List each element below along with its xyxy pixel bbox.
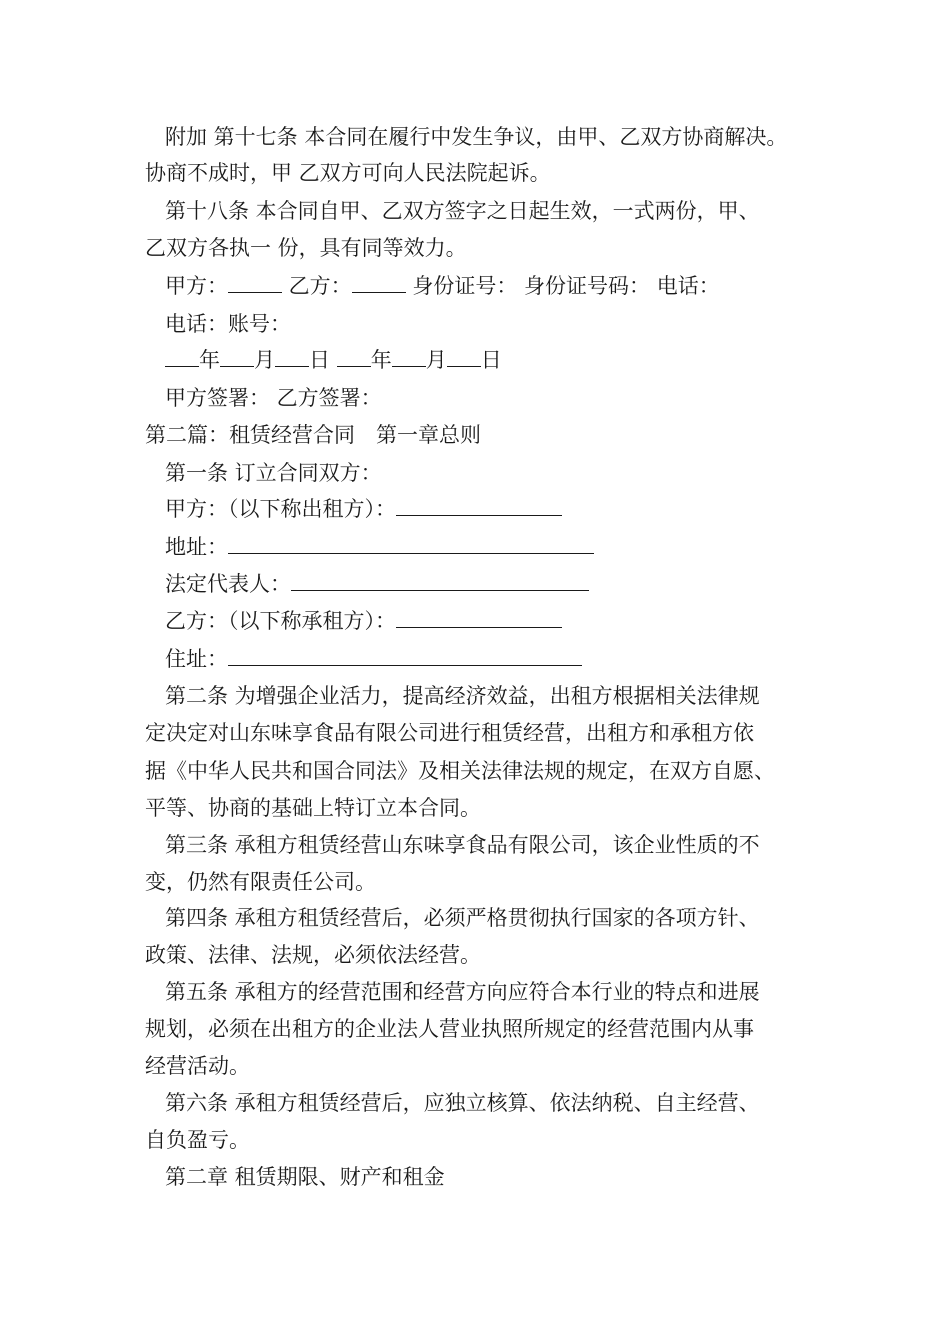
phone-account-line: 电话：账号： [165,312,291,336]
party-b-label: 乙方： [282,274,352,298]
article-2-line-4: 平等、协商的基础上特订立本合同。 [145,796,481,820]
article-4-line-2: 政策、法律、法规，必须依法经营。 [145,943,481,967]
article-6-line-1: 第六条 承租方租赁经营后，应独立核算、依法纳税、自主经营、 [165,1091,760,1115]
day-blank-b [447,348,481,367]
party-a-label: 甲方： [165,274,228,298]
day-blank-a [275,348,309,367]
year-blank-a [165,348,199,367]
article-2-line-1: 第二条 为增强企业活力，提高经济效益，出租方根据相关法律规 [165,684,760,708]
article-3-line-2: 变，仍然有限责任公司。 [145,870,376,894]
chapter-2-heading: 第二章 租赁期限、财产和租金 [165,1165,445,1189]
residence-field [165,647,582,671]
article-3-line-1: 第三条 承租方租赁经营山东味享食品有限公司，该企业性质的不 [165,833,760,857]
lessee-blank [396,609,562,628]
id-phone-labels: 身份证号： 身份证号码： 电话： [405,274,720,298]
legal-rep-blank [291,572,589,591]
article-18-line-1: 第十八条 本合同自甲、乙双方签字之日起生效，一式两份，甲、 [165,199,760,223]
month-blank-a [220,348,254,367]
month-label-b: 月 [425,348,447,372]
address-blank [228,535,594,554]
article-1: 第一条 订立合同双方： [165,461,382,485]
date-line [165,348,502,372]
month-label-a: 月 [254,348,275,372]
lessor-label: 甲方：（以下称出租方）： [165,497,396,521]
year-blank-b [337,348,371,367]
residence-label: 住址： [165,647,228,671]
legal-rep-label: 法定代表人： [165,572,291,596]
day-label-b: 日 [480,348,502,372]
month-blank-b [392,348,426,367]
year-label-a: 年 [199,348,220,372]
year-label-b: 年 [370,348,392,372]
lessee-label: 乙方：（以下称承租方）： [165,609,396,633]
article-18-line-2: 乙双方各执一 份，具有同等效力。 [145,236,467,260]
signature-line: 甲方签署： 乙方签署： [165,386,382,410]
article-5-line-3: 经营活动。 [145,1054,250,1078]
signature-party-line [165,274,720,298]
address-field [165,535,594,559]
article-17-line-1: 附加 第十七条 本合同在履行中发生争议，由甲、乙双方协商解决。 [165,125,788,149]
residence-blank [228,647,582,666]
article-2-line-3: 据《中华人民共和国合同法》及相关法律法规的规定，在双方自愿、 [145,759,775,783]
address-label: 地址： [165,535,228,559]
article-6-line-2: 自负盈亏。 [145,1128,250,1152]
party-a-blank [228,274,282,293]
lessor-field [165,497,562,521]
party-b-blank [352,274,406,293]
article-17-line-2: 协商不成时，甲 乙双方可向人民法院起诉。 [145,161,551,185]
section-2-title: 第二篇：租赁经营合同 第一章总则 [145,423,481,447]
lessee-field [165,609,562,633]
article-5-line-1: 第五条 承租方的经营范围和经营方向应符合本行业的特点和进展 [165,980,760,1004]
legal-rep-field [165,572,589,596]
article-4-line-1: 第四条 承租方租赁经营后，必须严格贯彻执行国家的各项方针、 [165,906,760,930]
article-5-line-2: 规划，必须在出租方的企业法人营业执照所规定的经营范围内从事 [145,1017,754,1041]
article-2-line-2: 定决定对山东味享食品有限公司进行租赁经营，出租方和承租方依 [145,721,754,745]
day-label-a: 日 [309,348,330,372]
lessor-blank [396,497,562,516]
